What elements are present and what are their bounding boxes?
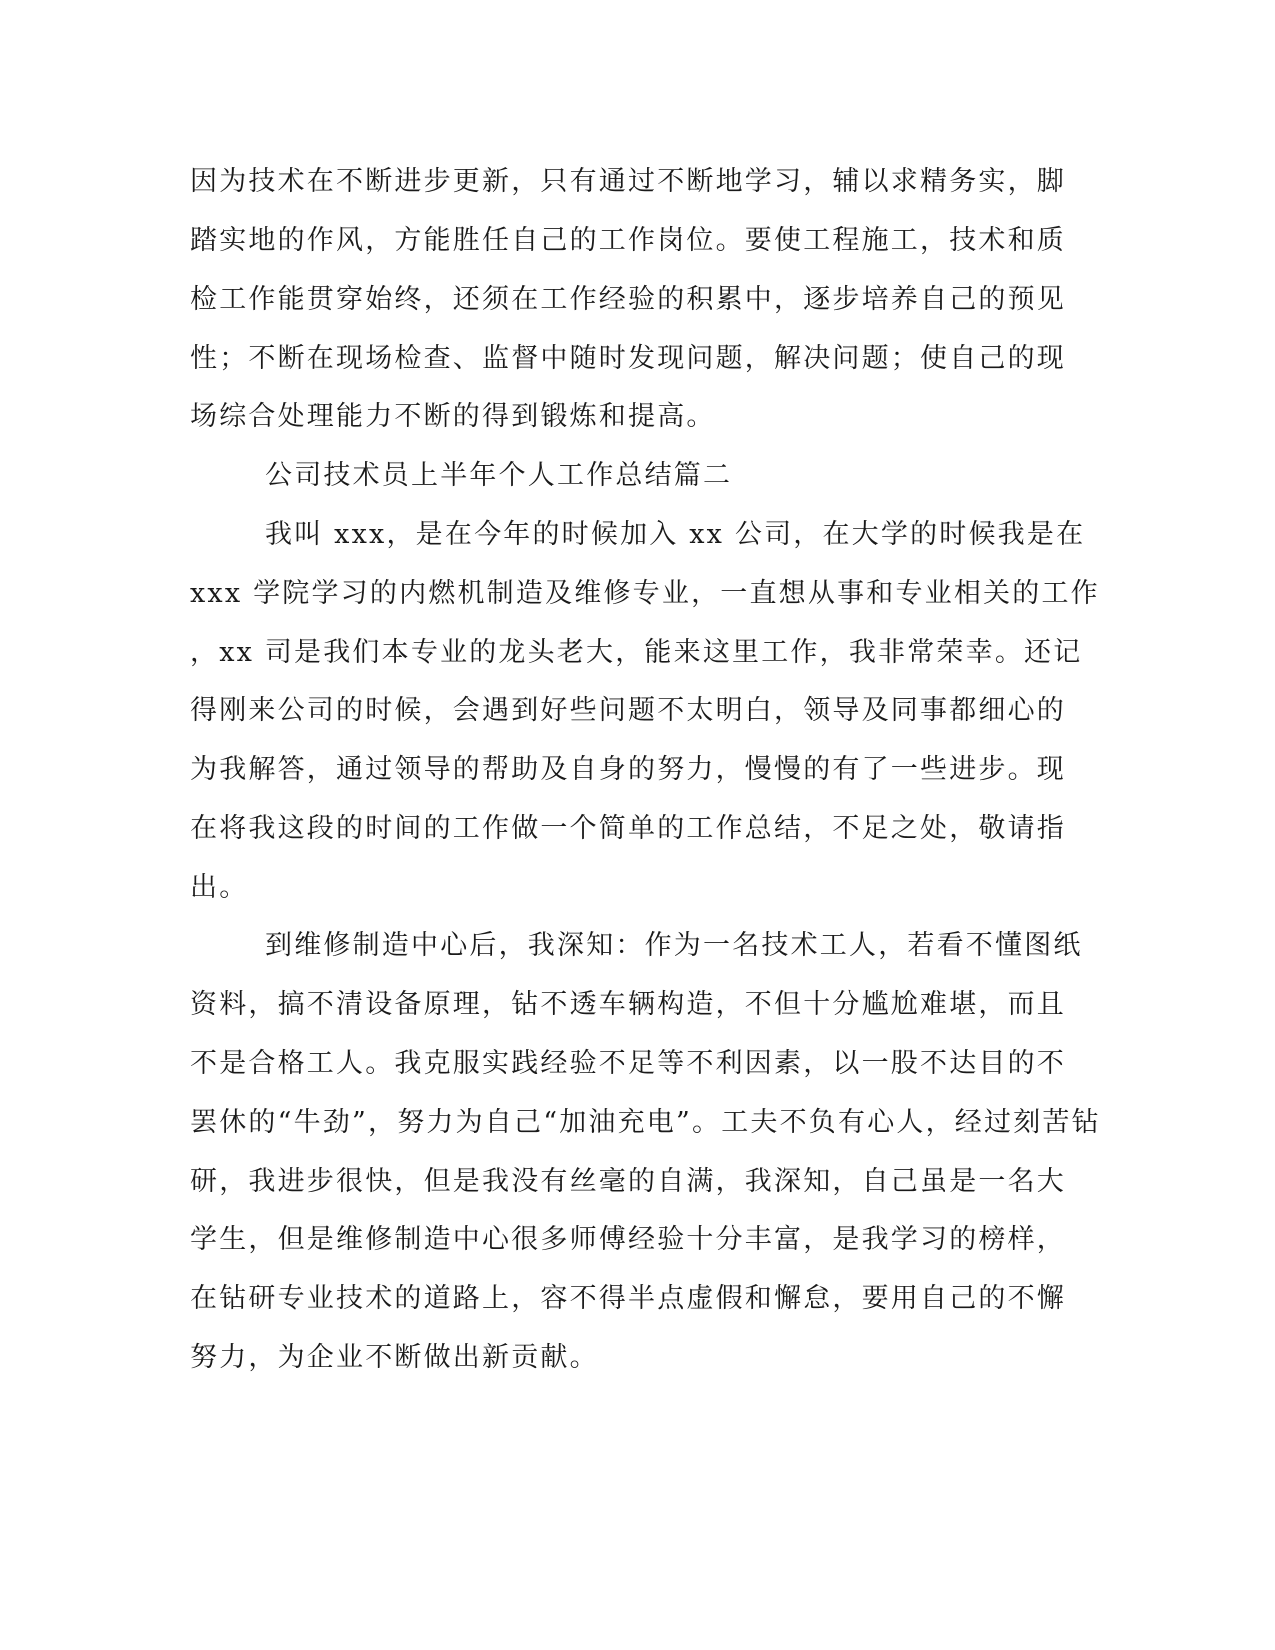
text-line: 检工作能贯穿始终，还须在工作经验的积累中，逐步培养自己的预见 — [190, 284, 1066, 315]
text-line: 因为技术在不断进步更新，只有通过不断地学习，辅以求精务实，脚 — [190, 166, 1066, 197]
text-line: 到维修制造中心后，我深知：作为一名技术工人，若看不懂图纸 — [265, 930, 1083, 961]
text-line: 场综合处理能力不断的得到锻炼和提高。 — [190, 401, 716, 432]
text-line: 得刚来公司的时候，会遇到好些问题不太明白，领导及同事都细心的 — [190, 695, 1066, 726]
text-line: 资料，搞不清设备原理，钻不透车辆构造，不但十分尴尬难堪，而且 — [190, 989, 1066, 1020]
text-line: 学生，但是维修制造中心很多师傅经验十分丰富，是我学习的榜样， — [190, 1224, 1066, 1255]
text-line: 性；不断在现场检查、监督中随时发现问题，解决问题；使自己的现 — [190, 343, 1066, 374]
text-line: 研，我进步很快，但是我没有丝毫的自满，我深知，自己虽是一名大 — [190, 1166, 1066, 1197]
text-line: 努力，为企业不断做出新贡献。 — [190, 1342, 599, 1373]
text-line: 在将我这段的时间的工作做一个简单的工作总结，不足之处，敬请指 — [190, 813, 1066, 844]
text-line: xxx 学院学习的内燃机制造及维修专业，一直想从事和专业相关的工作 — [190, 578, 1100, 609]
text-line: 出。 — [190, 872, 249, 903]
section-heading: 公司技术员上半年个人工作总结篇二 — [265, 460, 733, 491]
text-line: ，xx 司是我们本专业的龙头老大，能来这里工作，我非常荣幸。还记 — [190, 637, 1083, 668]
text-line: 不是合格工人。我克服实践经验不足等不利因素，以一股不达目的不 — [190, 1048, 1066, 1079]
text-line: 我叫 xxx，是在今年的时候加入 xx 公司，在大学的时候我是在 — [265, 519, 1086, 550]
text-line: 罢休的“牛劲”，努力为自己“加油充电”。工夫不负有心人，经过刻苦钻 — [190, 1107, 1101, 1138]
text-line: 为我解答，通过领导的帮助及自身的努力，慢慢的有了一些进步。现 — [190, 754, 1066, 785]
text-line: 在钻研专业技术的道路上，容不得半点虚假和懈怠，要用自己的不懈 — [190, 1283, 1066, 1314]
text-line: 踏实地的作风，方能胜任自己的工作岗位。要使工程施工，技术和质 — [190, 225, 1066, 256]
